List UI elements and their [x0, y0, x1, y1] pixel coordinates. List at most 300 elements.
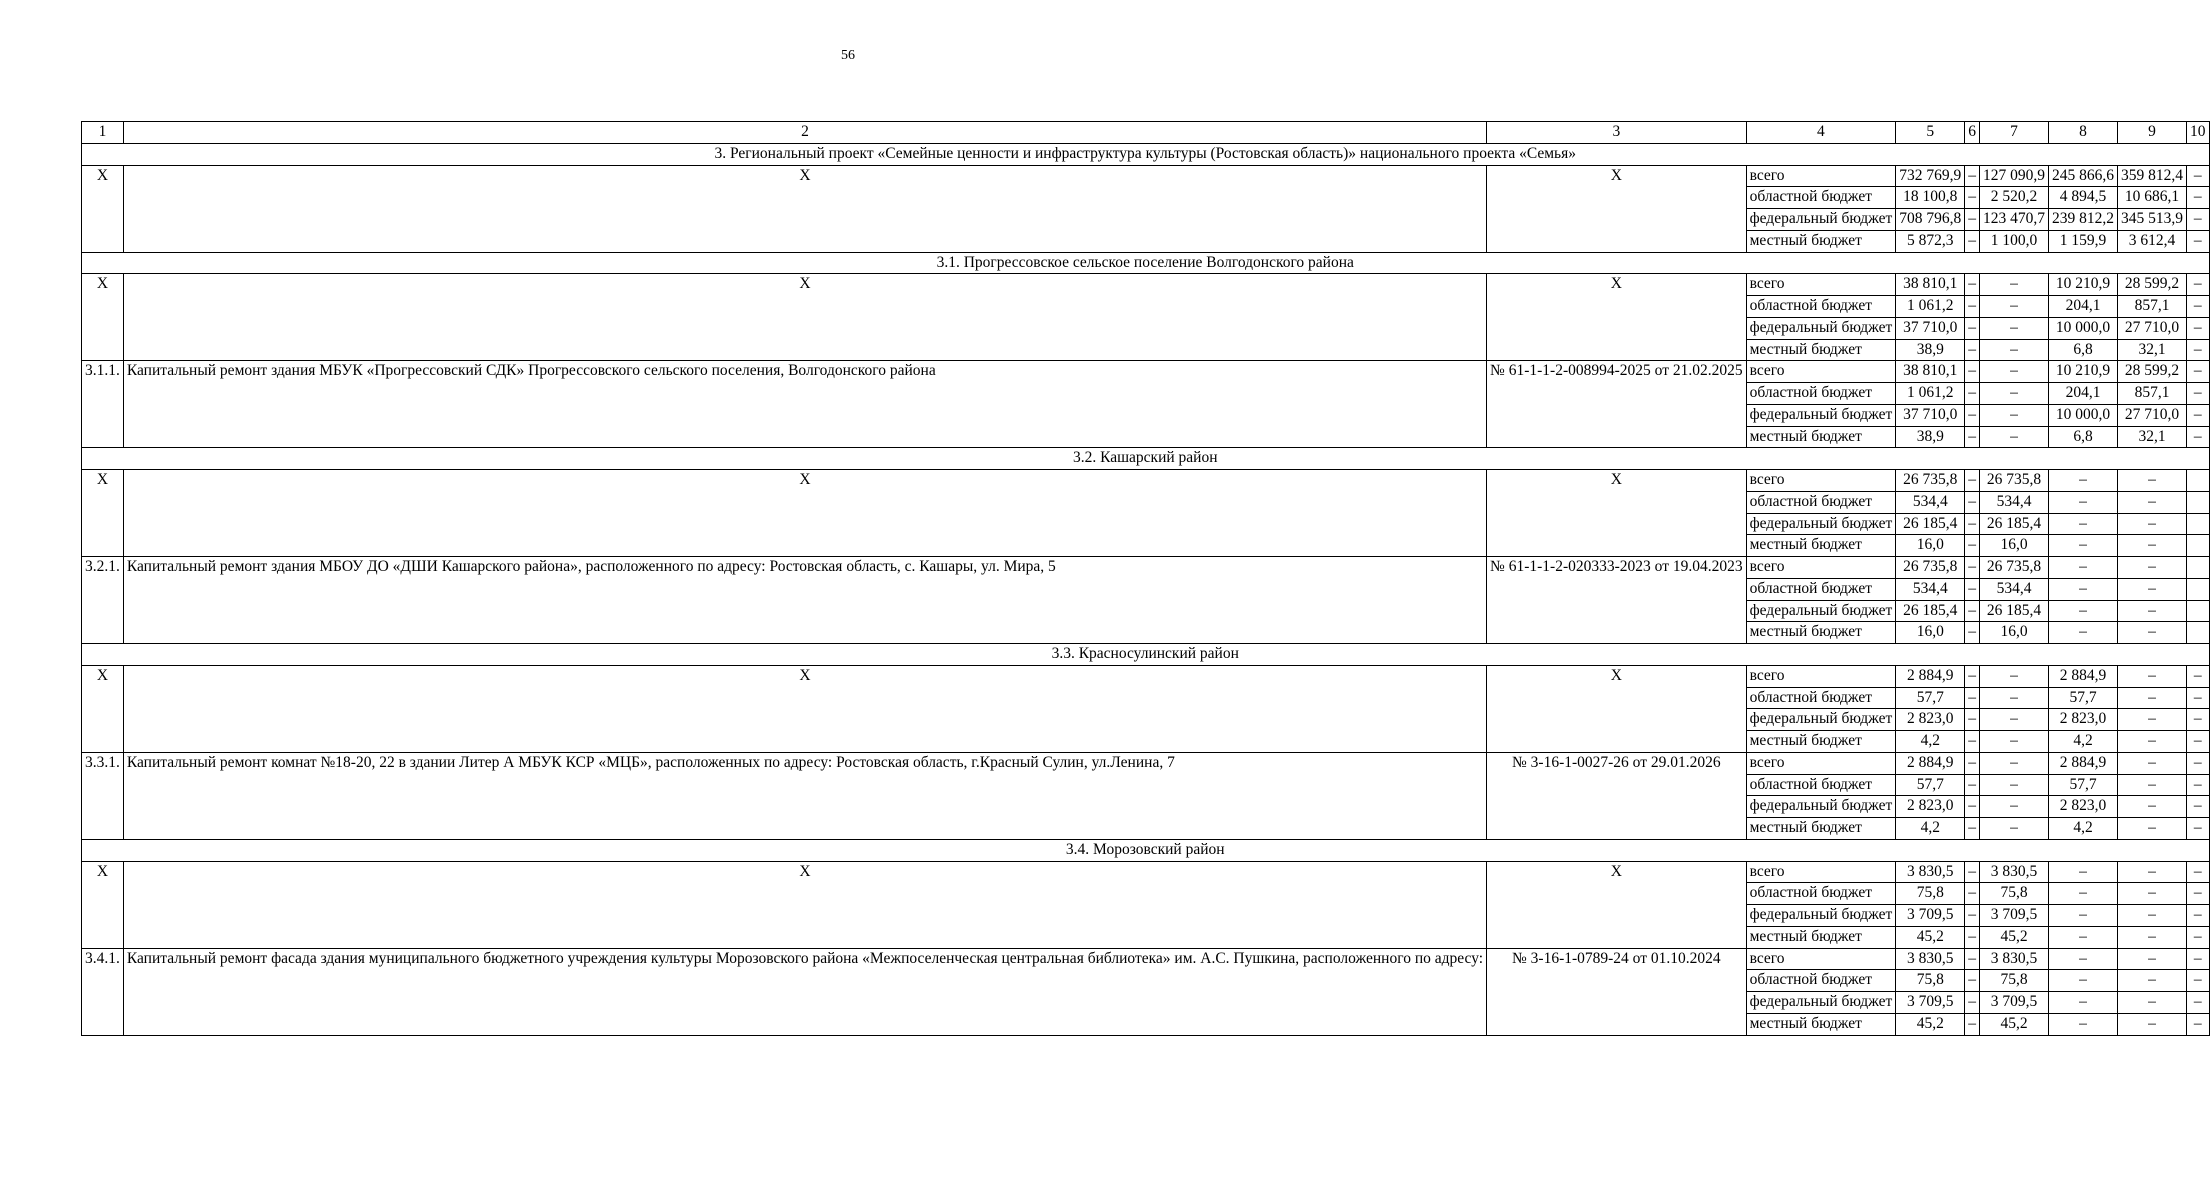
amount-cell: 26 185,4 [1896, 600, 1965, 622]
amount-cell: 204,1 [2049, 296, 2118, 318]
amount-cell: – [1965, 861, 1980, 883]
budget-category: всего [1746, 665, 1896, 687]
amount-cell: – [2118, 818, 2187, 840]
budget-category: федеральный бюджет [1746, 404, 1896, 426]
amount-cell: 26 185,4 [1980, 600, 2049, 622]
budget-category: областной бюджет [1746, 687, 1896, 709]
amount-cell: 3 830,5 [1980, 861, 2049, 883]
amount-cell: – [2187, 665, 2210, 687]
amount-cell: – [1965, 709, 1980, 731]
amount-cell: 16,0 [1896, 622, 1965, 644]
amount-cell [2187, 491, 2210, 513]
budget-category: федеральный бюджет [1746, 600, 1896, 622]
amount-cell: 359 812,4 [2118, 165, 2187, 187]
amount-cell: – [1965, 665, 1980, 687]
amount-cell: 1 159,9 [2049, 230, 2118, 252]
amount-cell: – [2049, 491, 2118, 513]
amount-cell: 38 810,1 [1896, 361, 1965, 383]
budget-category: местный бюджет [1746, 426, 1896, 448]
budget-table [81, 121, 2210, 1036]
amount-cell: – [1965, 404, 1980, 426]
col-header: 9 [2118, 122, 2187, 144]
amount-cell: 27 710,0 [2118, 317, 2187, 339]
amount-cell: – [2049, 1013, 2118, 1035]
amount-cell: – [1965, 187, 1980, 209]
amount-cell: – [1980, 796, 2049, 818]
amount-cell: – [1980, 818, 2049, 840]
budget-category: местный бюджет [1746, 535, 1896, 557]
amount-cell: – [1965, 165, 1980, 187]
amount-cell: – [1965, 796, 1980, 818]
amount-cell: 2 884,9 [1896, 752, 1965, 774]
amount-cell: – [1980, 274, 2049, 296]
amount-cell: – [1980, 404, 2049, 426]
amount-cell: – [1965, 774, 1980, 796]
amount-cell: – [2187, 883, 2210, 905]
amount-cell: – [2118, 687, 2187, 709]
amount-cell: – [2118, 883, 2187, 905]
amount-cell: 28 599,2 [2118, 361, 2187, 383]
amount-cell: – [2049, 622, 2118, 644]
amount-cell: – [2118, 1013, 2187, 1035]
amount-cell: – [2049, 557, 2118, 579]
amount-cell: 204,1 [2049, 383, 2118, 405]
item-name: X [123, 165, 1486, 252]
amount-cell: – [2049, 948, 2118, 970]
budget-category: федеральный бюджет [1746, 513, 1896, 535]
amount-cell: 345 513,9 [2118, 209, 2187, 231]
item-name: Капитальный ремонт комнат №18-20, 22 в здании Литер А МБУК КСР «МЦБ», расположенных по адресу: Ростовская область, г.Красный Сулин, ул.Ленина, 7 [123, 752, 1486, 839]
amount-cell: 16,0 [1980, 622, 2049, 644]
section-row [82, 644, 2210, 666]
section-title: 3.3. Красносулинский район [82, 644, 2210, 666]
amount-cell: 2 823,0 [1896, 709, 1965, 731]
amount-cell: – [1965, 361, 1980, 383]
section-title: 3.2. Кашарский район [82, 448, 2210, 470]
amount-cell: 26 185,4 [1896, 513, 1965, 535]
amount-cell: – [2118, 948, 2187, 970]
budget-category: всего [1746, 557, 1896, 579]
amount-cell: 45,2 [1980, 926, 2049, 948]
amount-cell: 3 830,5 [1896, 861, 1965, 883]
amount-cell: – [2187, 992, 2210, 1014]
amount-cell: – [2187, 165, 2210, 187]
amount-cell: – [2118, 622, 2187, 644]
amount-cell: 26 735,8 [1980, 470, 2049, 492]
col-header: 5 [1896, 122, 1965, 144]
col-header: 10 [2187, 122, 2210, 144]
amount-cell: 123 470,7 [1980, 209, 2049, 231]
amount-cell: – [1965, 535, 1980, 557]
amount-cell: – [2187, 404, 2210, 426]
amount-cell: – [1965, 339, 1980, 361]
amount-cell: – [1965, 513, 1980, 535]
amount-cell: – [1980, 317, 2049, 339]
amount-cell: – [2049, 861, 2118, 883]
amount-cell [2187, 513, 2210, 535]
amount-cell: – [1965, 905, 1980, 927]
section-row [82, 448, 2210, 470]
amount-cell [2187, 600, 2210, 622]
col-header: 7 [1980, 122, 2049, 144]
item-document: № 3-16-1-0789-24 от 01.10.2024 [1487, 948, 1747, 1035]
budget-category: федеральный бюджет [1746, 905, 1896, 927]
item-document: № 3-16-1-0027-26 от 29.01.2026 [1487, 752, 1747, 839]
budget-category: областной бюджет [1746, 296, 1896, 318]
amount-cell: – [1965, 578, 1980, 600]
item-index: X [82, 165, 124, 252]
amount-cell: 1 061,2 [1896, 383, 1965, 405]
amount-cell: – [2049, 535, 2118, 557]
amount-cell: – [1965, 557, 1980, 579]
amount-cell: – [2118, 600, 2187, 622]
amount-cell: 38 810,1 [1896, 274, 1965, 296]
amount-cell: – [1965, 818, 1980, 840]
amount-cell: 2 520,2 [1980, 187, 2049, 209]
amount-cell: 857,1 [2118, 383, 2187, 405]
amount-cell: – [1965, 230, 1980, 252]
item-document: X [1487, 470, 1747, 557]
amount-cell: – [1965, 317, 1980, 339]
item-name: Капитальный ремонт здания МБОУ ДО «ДШИ Кашарского района», расположенного по адресу: Ростовская область, с. Кашары, ул. Мира, 5 [123, 557, 1486, 644]
amount-cell: – [1980, 687, 2049, 709]
amount-cell: – [1965, 426, 1980, 448]
amount-cell: 2 884,9 [2049, 665, 2118, 687]
amount-cell: 245 866,6 [2049, 165, 2118, 187]
amount-cell: 534,4 [1896, 491, 1965, 513]
budget-category: федеральный бюджет [1746, 209, 1896, 231]
amount-cell: 534,4 [1980, 578, 2049, 600]
amount-cell: – [2118, 752, 2187, 774]
amount-cell: – [2118, 709, 2187, 731]
amount-cell: – [2118, 774, 2187, 796]
amount-cell [2187, 535, 2210, 557]
amount-cell: – [2187, 948, 2210, 970]
amount-cell: 18 100,8 [1896, 187, 1965, 209]
subtotal-row [82, 274, 2210, 296]
amount-cell [2187, 557, 2210, 579]
budget-category: федеральный бюджет [1746, 709, 1896, 731]
amount-cell: 4,2 [2049, 731, 2118, 753]
amount-cell: 1 100,0 [1980, 230, 2049, 252]
item-document: № 61-1-1-2-008994-2025 от 21.02.2025 [1487, 361, 1747, 448]
amount-cell: 75,8 [1896, 883, 1965, 905]
amount-cell: 4 894,5 [2049, 187, 2118, 209]
amount-cell: – [1965, 209, 1980, 231]
budget-category: федеральный бюджет [1746, 992, 1896, 1014]
amount-cell: – [1965, 470, 1980, 492]
section-row [82, 252, 2210, 274]
budget-category: федеральный бюджет [1746, 317, 1896, 339]
amount-cell: 27 710,0 [2118, 404, 2187, 426]
amount-cell: 16,0 [1980, 535, 2049, 557]
amount-cell: – [1980, 426, 2049, 448]
amount-cell: 1 061,2 [1896, 296, 1965, 318]
item-document: X [1487, 665, 1747, 752]
amount-cell: 3 709,5 [1896, 905, 1965, 927]
amount-cell: – [2187, 970, 2210, 992]
item-document: X [1487, 165, 1747, 252]
amount-cell: – [1980, 361, 2049, 383]
amount-cell: 127 090,9 [1980, 165, 2049, 187]
item-name: X [123, 274, 1486, 361]
amount-cell: 2 823,0 [2049, 796, 2118, 818]
amount-cell: 26 735,8 [1896, 557, 1965, 579]
budget-category: всего [1746, 165, 1896, 187]
amount-cell: – [2187, 731, 2210, 753]
amount-cell: 10 000,0 [2049, 317, 2118, 339]
amount-cell: 5 872,3 [1896, 230, 1965, 252]
amount-cell: 534,4 [1896, 578, 1965, 600]
amount-cell: 6,8 [2049, 426, 2118, 448]
column-number-row [82, 122, 2210, 144]
amount-cell: 3 612,4 [2118, 230, 2187, 252]
budget-category: всего [1746, 470, 1896, 492]
amount-cell: – [1965, 926, 1980, 948]
amount-cell: 26 185,4 [1980, 513, 2049, 535]
amount-cell: – [2118, 970, 2187, 992]
amount-cell: 38,9 [1896, 426, 1965, 448]
table-row [82, 752, 2210, 774]
amount-cell: – [2118, 513, 2187, 535]
amount-cell: – [2049, 992, 2118, 1014]
amount-cell: 4,2 [1896, 818, 1965, 840]
amount-cell: – [2187, 274, 2210, 296]
amount-cell: – [2118, 861, 2187, 883]
amount-cell: 3 709,5 [1896, 992, 1965, 1014]
amount-cell: – [2118, 926, 2187, 948]
amount-cell: 75,8 [1980, 883, 2049, 905]
amount-cell: – [1980, 731, 2049, 753]
amount-cell: – [2049, 578, 2118, 600]
amount-cell: 57,7 [1896, 774, 1965, 796]
amount-cell: – [1965, 752, 1980, 774]
amount-cell: 57,7 [1896, 687, 1965, 709]
amount-cell: 57,7 [2049, 774, 2118, 796]
item-name: X [123, 665, 1486, 752]
amount-cell: – [2118, 535, 2187, 557]
amount-cell: – [1980, 339, 2049, 361]
budget-category: местный бюджет [1746, 731, 1896, 753]
budget-category: местный бюджет [1746, 1013, 1896, 1035]
budget-category: местный бюджет [1746, 622, 1896, 644]
subtotal-row [82, 665, 2210, 687]
item-index: 3.4.1. [82, 948, 124, 1035]
amount-cell: – [2187, 796, 2210, 818]
subtotal-row [82, 861, 2210, 883]
amount-cell: – [2118, 578, 2187, 600]
section-row [82, 143, 2210, 165]
table-row [82, 948, 2210, 970]
item-document: X [1487, 861, 1747, 948]
item-name: X [123, 470, 1486, 557]
item-name: Капитальный ремонт фасада здания муниципального бюджетного учреждения культуры Морозовского района «Межпоселенческая центральная библиотека» им. А.С. Пушкина, расположенного по адресу: [123, 948, 1486, 1035]
col-header: 2 [123, 122, 1486, 144]
item-index: 3.1.1. [82, 361, 124, 448]
budget-category: областной бюджет [1746, 187, 1896, 209]
amount-cell: 3 709,5 [1980, 905, 2049, 927]
amount-cell: – [2187, 774, 2210, 796]
budget-category: областной бюджет [1746, 883, 1896, 905]
amount-cell: – [2118, 665, 2187, 687]
amount-cell: – [2049, 600, 2118, 622]
item-document: № 61-1-1-2-020333-2023 от 19.04.2023 [1487, 557, 1747, 644]
amount-cell: – [1980, 752, 2049, 774]
item-index: 3.2.1. [82, 557, 124, 644]
amount-cell: 239 812,2 [2049, 209, 2118, 231]
budget-category: местный бюджет [1746, 818, 1896, 840]
col-header: 4 [1746, 122, 1896, 144]
amount-cell: – [1965, 383, 1980, 405]
amount-cell: – [1965, 622, 1980, 644]
amount-cell: – [1965, 491, 1980, 513]
amount-cell: 75,8 [1980, 970, 2049, 992]
amount-cell: – [2187, 687, 2210, 709]
amount-cell: – [2187, 383, 2210, 405]
amount-cell: 75,8 [1896, 970, 1965, 992]
budget-category: областной бюджет [1746, 383, 1896, 405]
amount-cell: 732 769,9 [1896, 165, 1965, 187]
amount-cell: – [1965, 731, 1980, 753]
col-header: 1 [82, 122, 124, 144]
item-name: X [123, 861, 1486, 948]
amount-cell: 2 884,9 [1896, 665, 1965, 687]
item-index: X [82, 665, 124, 752]
section-title: 3.4. Морозовский район [82, 839, 2210, 861]
table-row [82, 361, 2210, 383]
item-index: X [82, 274, 124, 361]
col-header: 6 [1965, 122, 1980, 144]
table-body [82, 143, 2210, 1035]
amount-cell: 10 686,1 [2118, 187, 2187, 209]
amount-cell: 32,1 [2118, 339, 2187, 361]
item-index: X [82, 861, 124, 948]
amount-cell: 4,2 [1896, 731, 1965, 753]
amount-cell: – [2187, 209, 2210, 231]
amount-cell: – [1965, 948, 1980, 970]
amount-cell: 26 735,8 [1980, 557, 2049, 579]
amount-cell: – [2187, 187, 2210, 209]
amount-cell: 45,2 [1980, 1013, 2049, 1035]
budget-category: местный бюджет [1746, 230, 1896, 252]
amount-cell: 4,2 [2049, 818, 2118, 840]
amount-cell: – [2187, 818, 2210, 840]
amount-cell: 45,2 [1896, 1013, 1965, 1035]
amount-cell: – [2049, 970, 2118, 992]
amount-cell: 16,0 [1896, 535, 1965, 557]
amount-cell: – [2187, 230, 2210, 252]
amount-cell: – [1980, 774, 2049, 796]
amount-cell: – [2187, 752, 2210, 774]
amount-cell: – [1965, 1013, 1980, 1035]
amount-cell: 3 830,5 [1980, 948, 2049, 970]
item-name: Капитальный ремонт здания МБУК «Прогрессовский СДК» Прогрессовского сельского поселения, Волгодонского района [123, 361, 1486, 448]
amount-cell: – [1965, 883, 1980, 905]
col-header: 8 [2049, 122, 2118, 144]
amount-cell: – [2187, 317, 2210, 339]
amount-cell: – [2118, 557, 2187, 579]
budget-category: местный бюджет [1746, 339, 1896, 361]
amount-cell: – [2187, 361, 2210, 383]
amount-cell: 37 710,0 [1896, 317, 1965, 339]
amount-cell: 10 210,9 [2049, 361, 2118, 383]
col-header: 3 [1487, 122, 1747, 144]
amount-cell: – [1980, 296, 2049, 318]
amount-cell: 10 000,0 [2049, 404, 2118, 426]
amount-cell: – [2187, 926, 2210, 948]
amount-cell: 45,2 [1896, 926, 1965, 948]
page-number: 56 [841, 48, 855, 63]
amount-cell: – [2049, 883, 2118, 905]
amount-cell: 2 884,9 [2049, 752, 2118, 774]
budget-category: федеральный бюджет [1746, 796, 1896, 818]
budget-category: всего [1746, 361, 1896, 383]
budget-category: всего [1746, 274, 1896, 296]
section-title: 3.1. Прогрессовское сельское поселение Волгодонского района [82, 252, 2210, 274]
amount-cell: – [2049, 926, 2118, 948]
budget-category: всего [1746, 948, 1896, 970]
amount-cell: – [2049, 513, 2118, 535]
amount-cell: – [1980, 665, 2049, 687]
amount-cell: 6,8 [2049, 339, 2118, 361]
amount-cell: – [2118, 491, 2187, 513]
amount-cell: – [2049, 470, 2118, 492]
amount-cell: – [1965, 992, 1980, 1014]
item-document: X [1487, 274, 1747, 361]
amount-cell: – [2187, 1013, 2210, 1035]
amount-cell: – [2118, 992, 2187, 1014]
amount-cell: – [1965, 274, 1980, 296]
amount-cell: – [1965, 687, 1980, 709]
amount-cell: 28 599,2 [2118, 274, 2187, 296]
section-title: 3. Региональный проект «Семейные ценности и инфраструктура культуры (Ростовская область)» национального проекта «Семья» [82, 143, 2210, 165]
budget-category: всего [1746, 752, 1896, 774]
amount-cell: – [2049, 905, 2118, 927]
amount-cell: 857,1 [2118, 296, 2187, 318]
budget-category: областной бюджет [1746, 491, 1896, 513]
amount-cell: 3 709,5 [1980, 992, 2049, 1014]
budget-category: областной бюджет [1746, 578, 1896, 600]
amount-cell: – [1965, 600, 1980, 622]
amount-cell: 2 823,0 [2049, 709, 2118, 731]
amount-cell: – [2187, 861, 2210, 883]
budget-category: областной бюджет [1746, 774, 1896, 796]
amount-cell: – [1965, 970, 1980, 992]
section-row [82, 839, 2210, 861]
budget-category: областной бюджет [1746, 970, 1896, 992]
item-index: 3.3.1. [82, 752, 124, 839]
item-index: X [82, 470, 124, 557]
amount-cell: – [2187, 296, 2210, 318]
subtotal-row [82, 470, 2210, 492]
subtotal-row [82, 165, 2210, 187]
amount-cell: 26 735,8 [1896, 470, 1965, 492]
amount-cell: – [2118, 731, 2187, 753]
amount-cell: 38,9 [1896, 339, 1965, 361]
amount-cell: 32,1 [2118, 426, 2187, 448]
amount-cell: – [2187, 426, 2210, 448]
amount-cell: 10 210,9 [2049, 274, 2118, 296]
amount-cell: – [2187, 709, 2210, 731]
amount-cell [2187, 470, 2210, 492]
amount-cell: – [2187, 905, 2210, 927]
amount-cell: – [2118, 470, 2187, 492]
amount-cell: 534,4 [1980, 491, 2049, 513]
amount-cell: – [2118, 905, 2187, 927]
amount-cell: – [2118, 796, 2187, 818]
budget-category: всего [1746, 861, 1896, 883]
amount-cell [2187, 578, 2210, 600]
